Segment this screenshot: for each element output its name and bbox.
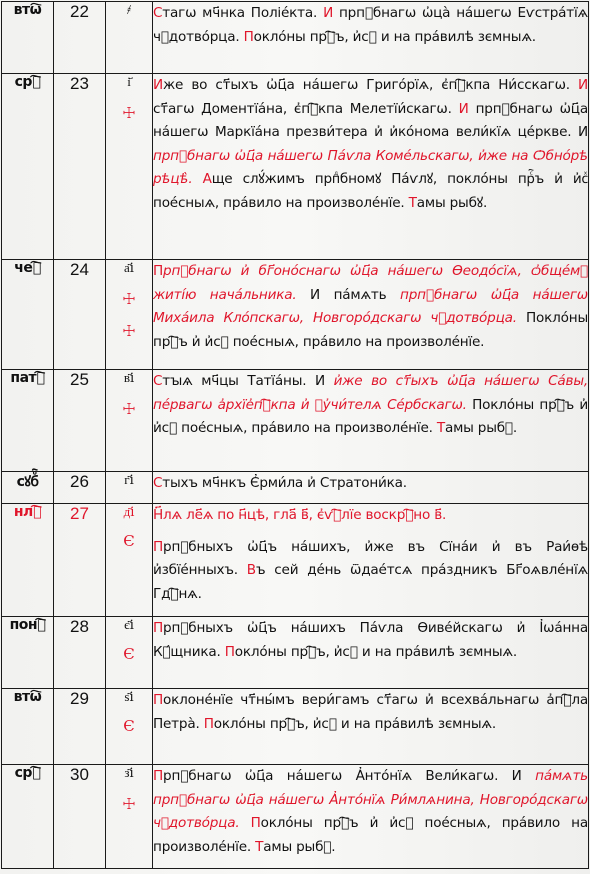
- commemoration-cell: [153, 370, 589, 472]
- rubric-text: П: [153, 768, 164, 784]
- rubric-text: Н҃лѧ ле҃ѧ по н҃цѣ, гла҃ в҃, є҆ѵⷢ҇лїе воскрⷭ҇но в҃.: [153, 507, 447, 523]
- weekday-cell: срⷣ҇: [2, 74, 54, 260]
- day-row: [2, 504, 589, 617]
- feast-mark-cell: [106, 765, 153, 869]
- weekday-cell: втѡ҇: [2, 2, 54, 74]
- plain-text: оклоне́нїе чт҃ны́мъ вери́гамъ ст҃агѡ и҆ всехва́льнагѡ а҆пⷭ҇ла Петра̀.: [153, 692, 588, 732]
- commemoration-text: [153, 2, 588, 49]
- plain-text: [192, 171, 202, 187]
- commemoration-text: [153, 260, 588, 354]
- cross-icon: ☩: [122, 290, 136, 308]
- plain-text: прпⷣбнагѡ ѡ҆ца̀ на́шегѡ Еѵстра́тїѧ чꙋдотво́рца.: [153, 5, 588, 45]
- rubric-text: прпⷣбнагѡ ѡ҆ц҃а на́шегѡ Миха́ила Кло́пскагѡ, Новгоро́дскагѡ чꙋдотво́рца.: [153, 286, 588, 326]
- day-row: [2, 617, 589, 689]
- feast-mark-cell: [106, 472, 153, 504]
- plain-text: окло́ны прⷭ҇ъ и҆ и҆сⷯ пое́сныѧ, пра́вило на произволе́нїе.: [153, 815, 588, 855]
- feast-mark-cell: [106, 504, 153, 617]
- rubric-text: прпⷣбнагѡ ѡ҆ц҃а на́шегѡ Па́ѵла Коме́льскагѡ, и҆же на Ѻбно́рѣ рѣцѣ̀.: [153, 147, 588, 187]
- rubric-text: П: [203, 715, 214, 732]
- weekday-cell: понⷷ҇: [2, 617, 54, 689]
- day-number-cell: 23: [54, 74, 106, 260]
- rubric-text: С: [153, 373, 163, 389]
- commemoration-cell: [153, 689, 589, 765]
- plain-text: ъ сей де́нь ѿдае́тсѧ пра́здникъ Бг҃оѧвле́нїѧ Гдⷭ҇нѧ.: [153, 562, 588, 602]
- feast-mark-cell: [106, 2, 153, 74]
- day-row: [2, 260, 589, 370]
- plain-text: ще слꙋ́жимъ прпⷣбномꙋ Па́ѵлꙋ, покло́ны прⷭ҇ъ и҆ и҆сⷯ пое́сныѧ, пра́вило на произволе́нїе.: [153, 171, 588, 211]
- day-number-cell: 28: [54, 617, 106, 689]
- day-number-cell: 30: [54, 765, 106, 869]
- rubric-text: И: [323, 5, 334, 21]
- commemoration-cell: [153, 765, 589, 869]
- church-date-numeral: ҂: [126, 3, 132, 18]
- plain-text: рпⷣбныхъ ѡ҆ц҃ъ на́шихъ, и҆же въ Сїна́и и҆ въ Раи́ѳѣ и҆збїе́нныхъ.: [153, 538, 588, 578]
- plain-text: окло́ны прⷭ҇ъ, и҆сⷯ и на пра́вилѣ зємныѧ.: [234, 643, 517, 660]
- day-row: [2, 689, 589, 765]
- commemoration-cell: [153, 74, 589, 260]
- commemoration-text: [153, 617, 588, 664]
- rubric-text: И: [458, 100, 469, 117]
- plain-text: амы рыбꙋ.: [444, 420, 518, 436]
- weekday-cell: нлⷣ҇: [2, 504, 54, 617]
- commemoration-cell: [153, 504, 589, 617]
- plain-text: Покло́ны прⷭ҇ъ и҆ и҆сⷯ пое́сныѧ, пра́вило на произволе́нїе.: [153, 310, 588, 350]
- church-date-numeral: і҃: [127, 75, 131, 90]
- commemoration-text: [153, 765, 588, 859]
- plain-text: [240, 815, 251, 831]
- rubric-text: И: [153, 77, 163, 93]
- rubric-text: П: [153, 620, 164, 636]
- commemoration-cell: [153, 472, 589, 504]
- rubric-text: В: [246, 562, 256, 578]
- feast-rank-icon: Є: [123, 717, 135, 735]
- commemoration-text: [153, 689, 588, 736]
- plain-text: тꙑѧ мч҃цы Татїа́ны. И: [162, 373, 334, 389]
- cross-icon: ☩: [122, 104, 136, 122]
- cross-icon: ☩: [122, 795, 136, 813]
- feast-mark-cell: [106, 617, 153, 689]
- plain-text: амы рыбꙋ.: [263, 838, 336, 855]
- church-date-numeral: в҃і: [123, 371, 135, 386]
- church-date-numeral: а҃і: [124, 261, 134, 276]
- plain-text: ст҃агѡ Доментїа́на, є҆пⷭ҇кпа Мелетїи́скагѡ.: [153, 100, 459, 117]
- rubric-text: С: [153, 475, 163, 491]
- calendar-rows: [2, 2, 589, 869]
- rubric-text: П: [224, 643, 235, 660]
- day-row: [2, 472, 589, 504]
- day-number-cell: 29: [54, 689, 106, 765]
- day-row: [2, 2, 589, 74]
- commemoration-cell: [153, 260, 589, 370]
- cross-icon: ☩: [122, 400, 136, 418]
- day-number-cell: 24: [54, 260, 106, 370]
- rubric-text: П: [153, 263, 164, 279]
- church-date-numeral: є҃і: [124, 618, 134, 633]
- day-row: [2, 370, 589, 472]
- feast-mark-cell: [106, 74, 153, 260]
- plain-text: окло́ны прⷭ҇ъ, и҆сⷯ и на пра́вилѣ зємныѧ.: [213, 715, 496, 732]
- rubric-text: А: [202, 171, 212, 187]
- calendar-table: [1, 1, 589, 869]
- rubric-text: Т: [436, 420, 445, 436]
- day-row: [2, 765, 589, 869]
- cross-icon: ☩: [122, 322, 136, 340]
- rubric-text: рпⷣбнагѡ и҆ бг҃оно́снагѡ ѡ҆ц҃а на́шегѡ Ѳеодо́сїѧ, ѻ҆бще́мꙋ житі́ю нача́льника.: [153, 263, 588, 303]
- feast-mark-cell: [106, 689, 153, 765]
- commemoration-text: [153, 472, 588, 496]
- plain-text: Покло́ны прⷭ҇ъ и҆ и҆сⷯ пое́сныѧ, пра́вило на произволе́нїе.: [153, 396, 588, 436]
- weekday-cell: сꙋбⷪ҇: [2, 472, 54, 504]
- rubric-text: П: [243, 28, 254, 45]
- commemoration-cell: [153, 2, 589, 74]
- plain-text: тагѡ мч҃нка Поліе́кта.: [162, 5, 324, 21]
- day-number-cell: 25: [54, 370, 106, 472]
- feast-rank-icon: Є: [123, 645, 135, 663]
- rubric-text: Т: [408, 194, 417, 211]
- plain-text: И па́мѧть: [296, 286, 401, 303]
- feast-mark-cell: [106, 260, 153, 370]
- day-number-cell: 22: [54, 2, 106, 74]
- plain-text: амы рыбꙋ.: [416, 194, 488, 211]
- plain-text: рпⷣбныхъ ѡ҆ц҃ъ на́шихъ Па́ѵла Ѳиве́йскагѡ и҆ І҆ѡа́нна Кꙋ́щника.: [153, 620, 588, 660]
- weekday-cell: втѡ҇: [2, 689, 54, 765]
- rubric-text: Т: [255, 838, 264, 855]
- day-row: [2, 74, 589, 260]
- plain-text: же во ст҃ыхъ ѡ҆ц҃а на́шегѡ Григо́рїѧ, є҆пⷭ҇кпа Ни́сскагѡ.: [162, 77, 579, 93]
- rubric-text: П: [250, 815, 261, 831]
- plain-text: тыхъ мч҃нкъ Є҆рми́ла и҆ Стратони́ка.: [162, 475, 407, 491]
- commemoration-text: [153, 74, 588, 215]
- plain-text: окло́ны прⷭ҇ъ, и҆сⷯ и на пра́вилѣ зємныѧ.: [253, 28, 536, 45]
- church-date-numeral: з҃і: [124, 766, 134, 781]
- church-date-numeral: ѕ҃і: [124, 690, 134, 705]
- commemoration-text: [153, 370, 588, 441]
- plain-text: прпⷣбнагѡ ѡ҆ц҃а на́шегѡ Маркїа́на презви́тера и҆ и҆ко́нома вели́кїѧ це́ркве. И: [153, 100, 588, 140]
- rubric-text: С: [153, 5, 163, 21]
- feast-mark-cell: [106, 370, 153, 472]
- church-date-numeral: д҃і: [123, 505, 135, 520]
- commemoration-text: [153, 504, 588, 528]
- feast-rank-icon: Є: [123, 532, 135, 550]
- weekday-cell: чеⷮ҇: [2, 260, 54, 370]
- rubric-text: П: [153, 538, 164, 555]
- day-number-cell: 27: [54, 504, 106, 617]
- church-date-numeral: г҃і: [124, 473, 134, 488]
- plain-text: рпⷣбнагѡ ѡ҆ц҃а на́шегѡ А҆нто́нїѧ Вели́кагѡ. И: [163, 768, 536, 784]
- rubric-text: па́мѧть прпⷣбнагѡ ѡ҆ц҃а на́шегѡ А҆нто́нїѧ Ри́млѧнина, Новгоро́дскагѡ чꙋдотво́рца.: [153, 768, 588, 831]
- rubric-text: И: [578, 77, 588, 93]
- day-number-cell: 26: [54, 472, 106, 504]
- weekday-cell: срⷣ҇: [2, 765, 54, 869]
- commemoration-cell: [153, 617, 589, 689]
- rubric-text: П: [153, 692, 164, 708]
- weekday-cell: патⷪ҇: [2, 370, 54, 472]
- rubric-text: и҆же во ст҃ыхъ ѡ҆ц҃а на́шегѡ Са́вы, пе́рвагѡ а҆рхїе҆пⷭ҇кпа и҆ ᲂу҆чи́телѧ Се́рбскагѡ.: [153, 373, 588, 413]
- commemoration-text: [153, 536, 588, 607]
